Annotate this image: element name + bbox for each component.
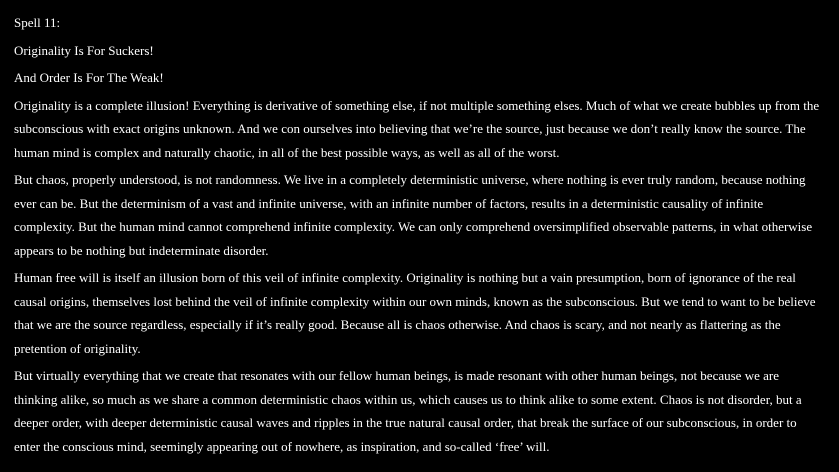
- paragraph-2: But chaos, properly understood, is not randomness. We live in a completely deterministic universe, where nothing is ever truly random, because nothing ever can be. But the determinism of a vast and infinite universe, with an infinite number of factors, results in a deterministic causality of infinite complexity. But the human mind cannot comprehend infinite complexity. We can only comprehend oversimplified observable patterns, in what otherwise appears to be nothing but indeterminate disorder.: [14, 172, 813, 258]
- paragraph-1: Originality is a complete illusion! Everything is derivative of something else, if not multiple something elses. Much of what we create bubbles up from the subconscious with exact origins unknown. And we con ourselves into believing that we’re the source, just because we don’t really know the source. The human mind is complex and naturally chaotic, in all of the best possible ways, as well as all of the worst.: [14, 97, 820, 160]
- document-subtitle: And Order Is For The Weak!: [14, 70, 164, 85]
- paragraph-4: But virtually everything that we create that resonates with our fellow human beings, is made resonant with other human beings, not because we are thinking alike, so much as we share a common deterministic chaos within us, which causes us to think alike to some extent. Chaos is not disorder, but a deeper order, with deeper deterministic causal waves and ripples in the true natural causal order, that break the surface of our subconscious, in order to enter the conscious mind, seemingly appearing out of nowhere, as inspiration, and so-called ‘free’ will.: [14, 368, 802, 454]
- paragraph-3: Human free will is itself an illusion born of this veil of infinite complexity. Originality is nothing but a vain presumption, born of ignorance of the real causal origins, themselves lost behind the veil of infinite complexity within our own minds, known as the subconscious. But we tend to want to be believe that we are the source regardless, especially if it’s really good. Because all is chaos otherwise. And chaos is scary, and not nearly as flattering as the pretention of originality.: [14, 270, 816, 356]
- spell-label: Spell 11:: [14, 15, 61, 30]
- document-title: Originality Is For Suckers!: [14, 42, 154, 58]
